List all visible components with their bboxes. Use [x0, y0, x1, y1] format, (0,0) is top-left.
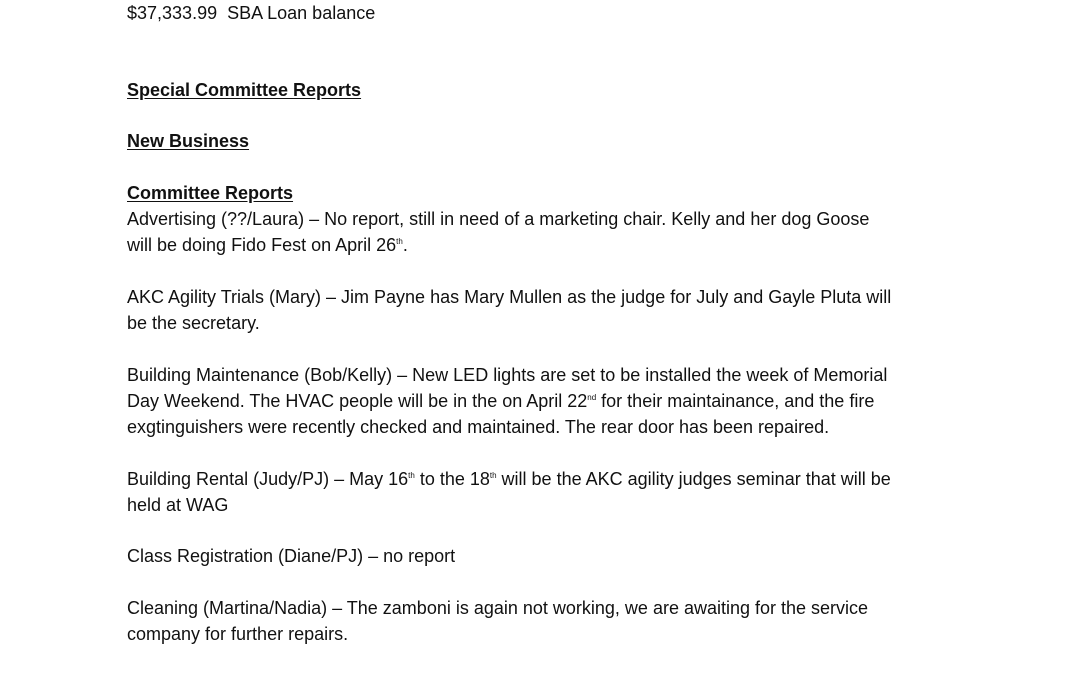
cleaning-report-line-1: Cleaning (Martina/Nadia) – The zamboni is again not working, we are awaiting for the service [127, 598, 869, 618]
committee-reports-heading: Committee Reports [127, 183, 294, 203]
agility-report-line-1: AKC Agility Trials (Mary) – Jim Payne has Mary Mullen as the judge for July and Gayle Pluta will [127, 287, 892, 307]
agility-report-line-2: be the secretary. [127, 313, 260, 333]
advertising-report-line-1: Advertising (??/Laura) – No report, still in need of a marketing chair. Kelly and her dog Goose [127, 209, 870, 229]
registration-report-line-1: Class Registration (Diane/PJ) – no report [127, 546, 456, 566]
loan-balance-line [127, 0, 375, 26]
maintenance-report-line-1: Building Maintenance (Bob/Kelly) – New LED lights are set to be installed the week of Memorial [127, 365, 888, 385]
loan-balance-amount: $37,333.99 [127, 3, 218, 23]
special-committee-heading: Special Committee Reports [127, 80, 362, 100]
ordinal-suffix: th [489, 471, 497, 480]
rental-text-end: will be the AKC agility judges seminar that will be [496, 469, 891, 489]
ordinal-suffix: nd [587, 393, 597, 402]
maintenance-report-line-2 [127, 388, 874, 414]
rental-text-mid: to the 18 [414, 469, 490, 489]
rental-report-line-2: held at WAG [127, 495, 229, 515]
ordinal-suffix: th [408, 471, 415, 480]
ordinal-suffix: th [396, 237, 403, 246]
maintenance-report-line-3: exgtinguishers were recently checked and maintained. The rear door has been repaired. [127, 417, 830, 437]
rental-text: Building Rental (Judy/PJ) – May 16 [127, 469, 409, 489]
document-page [127, 0, 967, 675]
advertising-report-line-2 [127, 232, 408, 258]
loan-balance-label: SBA Loan balance [227, 3, 376, 23]
cleaning-report-line-2: company for further repairs. [127, 624, 349, 644]
maintenance-text: Day Weekend. The HVAC people will be in the on April 22 [127, 391, 588, 411]
new-business-heading: New Business [127, 131, 250, 151]
maintenance-text-end: for their maintainance, and the fire [596, 391, 875, 411]
rental-report-line-1 [127, 466, 891, 492]
advertising-text: will be doing Fido Fest on April 26 [127, 235, 397, 255]
advertising-text-end: . [402, 235, 408, 255]
